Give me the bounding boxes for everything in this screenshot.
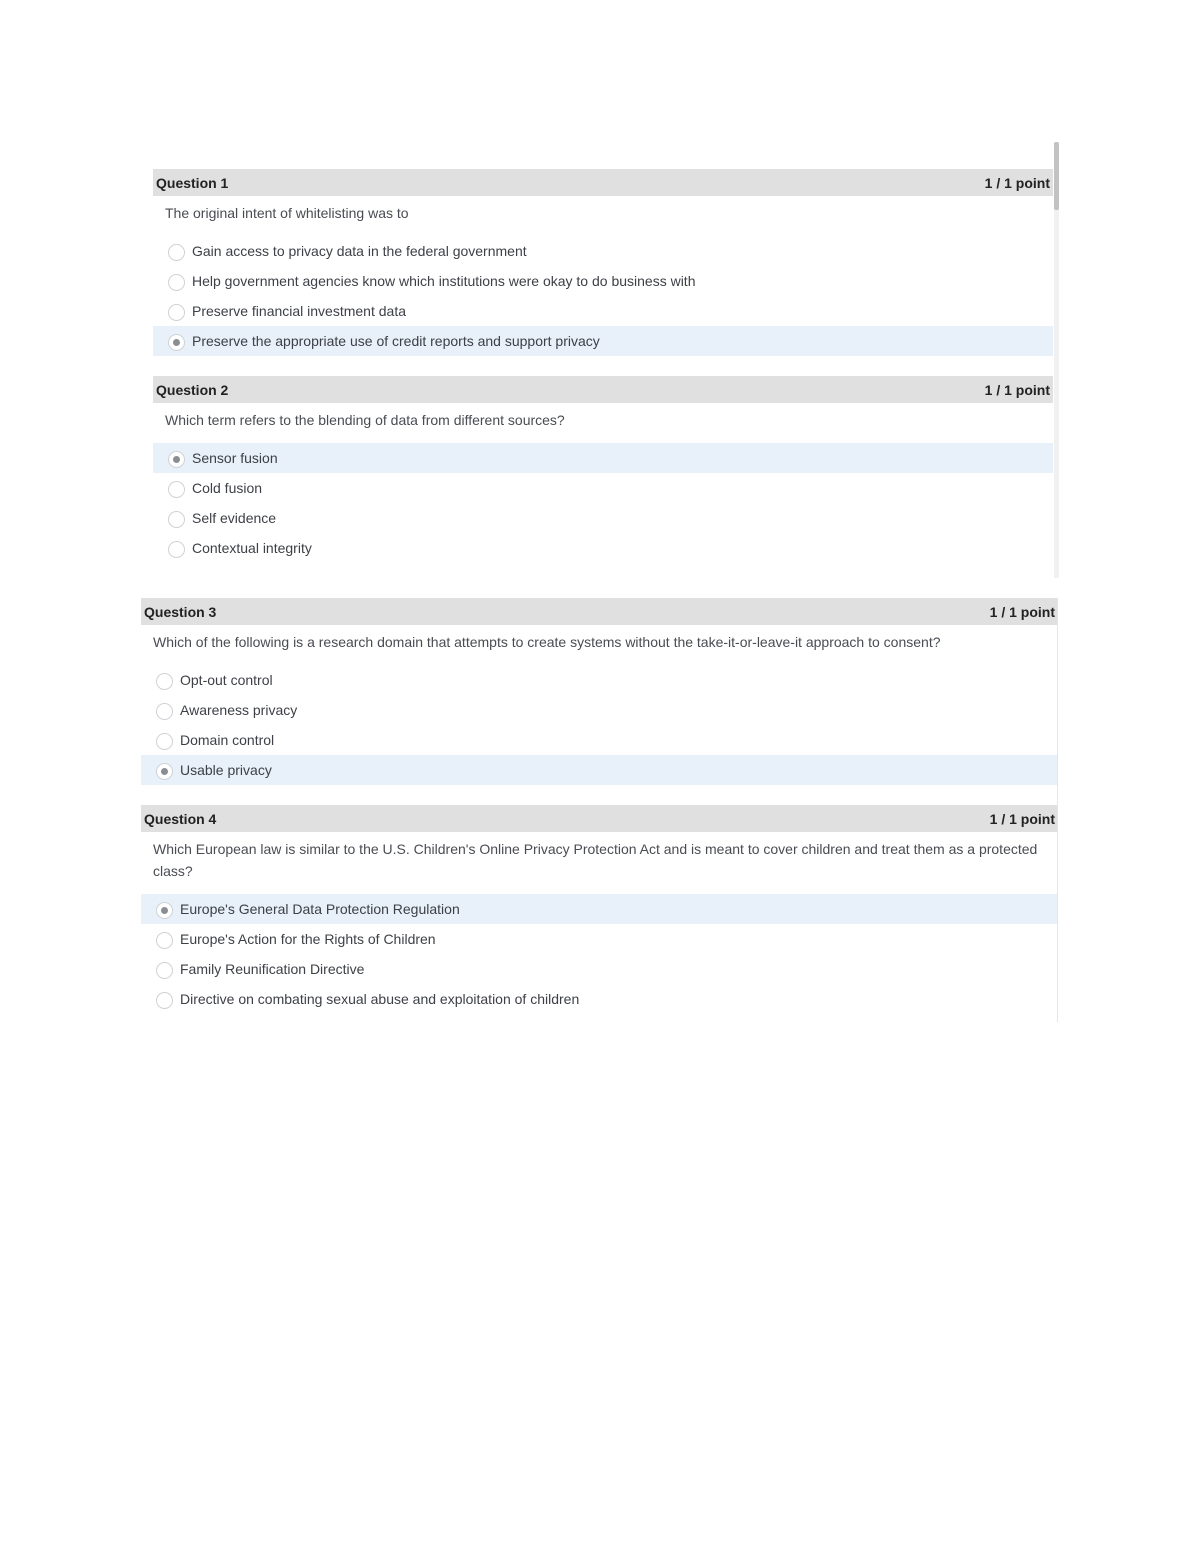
answer-option[interactable] [141,725,1058,755]
answer-label: Preserve financial investment data [192,303,406,319]
answer-label: Contextual integrity [192,540,312,556]
radio-button[interactable] [168,304,185,321]
answer-label: Europe's General Data Protection Regulation [180,901,460,917]
question-text: Which of the following is a research domain that attempts to create systems without the take-it-or-leave-it approach to consent? [153,634,941,650]
answer-option[interactable] [141,954,1058,984]
radio-button[interactable] [156,703,173,720]
answer-label: Cold fusion [192,480,263,496]
answer-option-selected[interactable] [153,443,1053,473]
question-title: Question 1 [156,174,229,191]
answer-option-selected[interactable] [153,326,1053,356]
radio-button[interactable] [156,932,173,949]
question-text: Which term refers to the blending of data from different sources? [165,412,565,428]
answer-option[interactable] [153,533,1053,563]
radio-button-checked[interactable] [168,334,185,351]
radio-button[interactable] [156,733,173,750]
radio-button[interactable] [168,274,185,291]
radio-button[interactable] [168,244,185,261]
question-score: 1 / 1 point [984,381,1050,398]
quiz-panel-lower [141,598,1058,1022]
answer-option[interactable] [153,296,1053,326]
answer-options [153,443,1053,563]
question-title: Question 3 [144,603,217,620]
answer-label: Domain control [180,732,275,748]
question-header [153,169,1053,196]
panel-edge-divider [1057,598,1058,1022]
answer-label: Family Reunification Directive [180,961,365,977]
radio-button-checked[interactable] [156,902,173,919]
question-title: Question 4 [144,810,217,827]
answer-options [153,236,1053,356]
answer-options [141,665,1058,785]
radio-button-checked[interactable] [156,763,173,780]
answer-option[interactable] [141,665,1058,695]
question-2 [153,376,1053,563]
answer-option[interactable] [153,236,1053,266]
answer-option[interactable] [141,984,1058,1014]
answer-label: Awareness privacy [180,702,298,718]
answer-label: Self evidence [192,510,277,526]
answer-label: Preserve the appropriate use of credit reports and support privacy [192,333,600,349]
answer-option[interactable] [153,266,1053,296]
radio-button[interactable] [168,541,185,558]
question-score: 1 / 1 point [984,174,1050,191]
answer-label: Help government agencies know which institutions were okay to do business with [192,273,696,289]
answer-label: Directive on combating sexual abuse and exploitation of children [180,991,580,1007]
radio-button[interactable] [168,511,185,528]
answer-label: Gain access to privacy data in the federal government [192,243,527,259]
answer-label: Europe's Action for the Rights of Children [180,931,436,947]
quiz-panel-upper [153,142,1053,578]
radio-button-checked[interactable] [168,451,185,468]
question-title: Question 2 [156,381,229,398]
question-1 [153,169,1053,356]
answer-option[interactable] [141,924,1058,954]
question-text: The original intent of whitelisting was to [165,205,409,221]
scrollbar-thumb[interactable] [1054,142,1059,210]
question-header [153,376,1053,403]
answer-label: Opt-out control [180,672,273,688]
radio-button[interactable] [156,673,173,690]
question-header [141,598,1058,625]
question-4 [141,805,1058,1014]
question-score: 1 / 1 point [989,603,1055,620]
answer-options [141,894,1058,1014]
answer-option[interactable] [153,473,1053,503]
question-3 [141,598,1058,785]
answer-label: Sensor fusion [192,450,278,466]
question-score: 1 / 1 point [989,810,1055,827]
question-text: Which European law is similar to the U.S. Children's Online Privacy Protection Act and is meant to cover children and treat them as a protected class? [153,841,1038,879]
answer-option[interactable] [153,503,1053,533]
radio-button[interactable] [168,481,185,498]
answer-option[interactable] [141,695,1058,725]
question-header [141,805,1058,832]
answer-option-selected[interactable] [141,894,1058,924]
radio-button[interactable] [156,962,173,979]
radio-button[interactable] [156,992,173,1009]
answer-option-selected[interactable] [141,755,1058,785]
answer-label: Usable privacy [180,762,272,778]
